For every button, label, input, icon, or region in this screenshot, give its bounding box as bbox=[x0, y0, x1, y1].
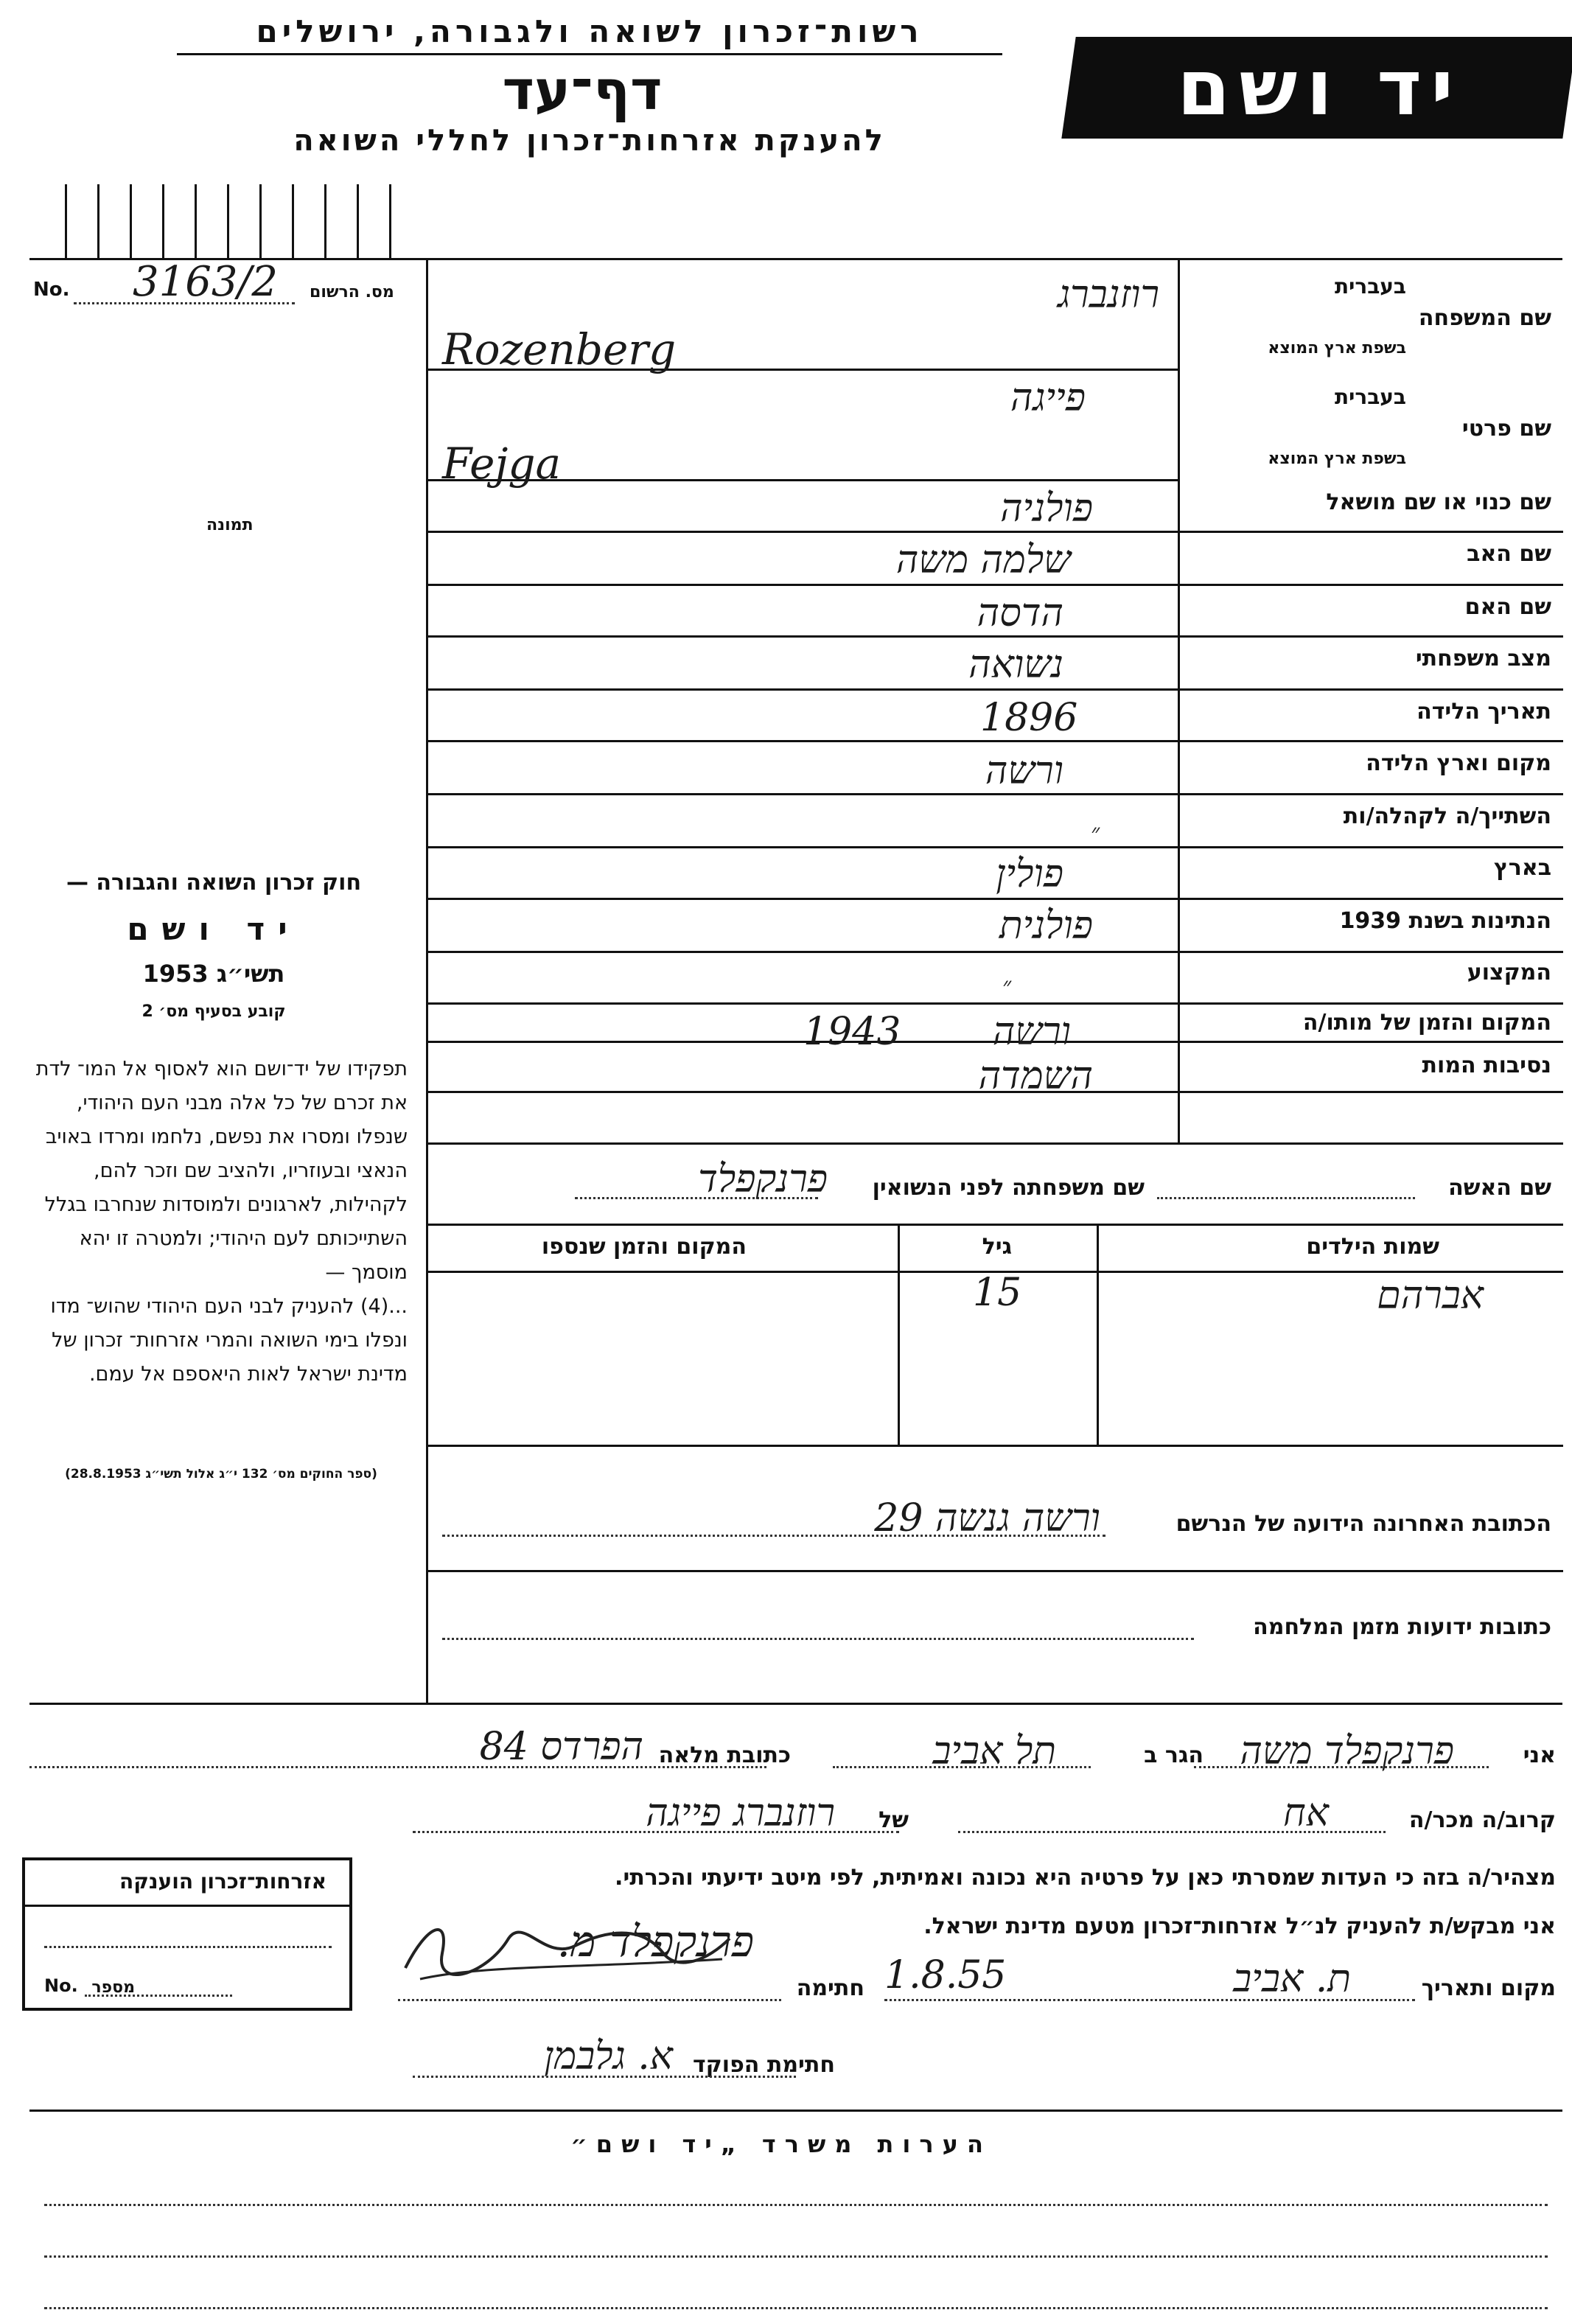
profession-label: המקצוע bbox=[1467, 960, 1551, 985]
award-no-label: No. bbox=[44, 1975, 78, 1996]
death-place-value: ורשה bbox=[992, 1010, 1071, 1054]
last-address-label: הכתובת האחרונה הידועה של הנרשם bbox=[1175, 1511, 1551, 1537]
father-value: שלמה משה bbox=[895, 538, 1071, 582]
award-number-label: מספר bbox=[91, 1978, 135, 1997]
children-age-header: גיל bbox=[982, 1234, 1012, 1260]
community-label: השתייך/ה לקהלה/ות bbox=[1343, 803, 1551, 829]
maiden-label: שם משפחתה לפני הנשואין bbox=[872, 1175, 1145, 1201]
declaration-text: מצהיר/ה בזה כי העדות שמסרתי כאן על פרטיה היא נכונה ואמיתית, לפי מיטב ידיעתי והכרתי. bbox=[615, 1865, 1556, 1891]
firstname-hebrew-label: בעברית bbox=[1334, 385, 1406, 409]
place-date-label: מקום ותאריך bbox=[1421, 1975, 1556, 2001]
relation-value: אח bbox=[1283, 1791, 1329, 1835]
child-name: אברהם bbox=[1377, 1274, 1484, 1318]
yad-vashem-logo bbox=[1061, 37, 1572, 139]
signature-label: חתימה bbox=[796, 1975, 864, 2001]
law-text-2: ...(4) להעניק לבני העם היהודי שהוש־ מדו ונפלו בימי השואה והמרי אזרחות־ זכרון של מדינת ישראל לאות היאספם אל עמם. bbox=[50, 1295, 408, 1386]
country-value: פולין bbox=[996, 852, 1063, 896]
frame-label-col bbox=[1178, 258, 1180, 1142]
birthplace-value: ורשה bbox=[985, 749, 1063, 793]
surname-origin-label: בשפת ארץ המוצא bbox=[1268, 339, 1406, 357]
place-value: ת. אביב bbox=[1233, 1957, 1351, 2001]
registration-no-label: No. bbox=[33, 279, 70, 301]
law-clause: קובע בסעיף מס׳ 2 bbox=[142, 1002, 286, 1021]
law-year: תשי״ג 1953 bbox=[142, 960, 285, 988]
date-value: 1.8.55 bbox=[884, 1953, 1007, 1997]
law-text-1: תפקידו של יד־ושם הוא לאסוף אל המו־ לדת את זכרם של כל אלה מבני העם היהודי, שנפלו ומסרו את נפשם, נלחמו ומרדו באויב הנאצי ובעוזריו, ולהציב שם וזכר להם, לקהילות, לארגונים ולמוסדות שנחרבו בגלל השתייכותם לעם היהודי; ולמטרה זו יהא מוסמך — bbox=[35, 1058, 408, 1284]
law-org-name: יד ושם bbox=[127, 911, 301, 947]
firstname-label: שם פרטי bbox=[1461, 416, 1551, 442]
circumstances-value: השמדה bbox=[978, 1054, 1093, 1098]
wartime-address-label: כתובות ידועות מזמן המלחמה bbox=[1253, 1614, 1551, 1640]
circumstances-label: נסיבות המות bbox=[1422, 1053, 1551, 1078]
community-value: ״ bbox=[1091, 818, 1100, 846]
father-label: שם האב bbox=[1467, 541, 1551, 567]
declarant-i-label: אני bbox=[1523, 1742, 1556, 1768]
birthdate-label: תאריך הלידה bbox=[1416, 699, 1551, 725]
marital-value: נשואה bbox=[968, 643, 1063, 687]
form-title: דף־עד bbox=[502, 59, 663, 122]
death-year-value: 1943 bbox=[803, 1010, 901, 1054]
maiden-value: פרנקפלד bbox=[698, 1157, 828, 1201]
firstname-hebrew-value: פייגה bbox=[1010, 376, 1086, 420]
country-label: בארץ bbox=[1493, 855, 1551, 881]
last-address-value: ורשה גנשה 29 bbox=[874, 1496, 1100, 1540]
photo-label: תמונה bbox=[206, 516, 254, 534]
form-subtitle: להענקת אזרחות־זכרון לחללי השואה bbox=[293, 124, 886, 158]
surname-latin-value: Rozenberg bbox=[442, 324, 677, 374]
signature-value: פרנקפלד מ. bbox=[556, 1916, 754, 1967]
relative-label: קרוב/ה מכר/ה bbox=[1408, 1807, 1556, 1833]
nickname-label: שם כנוי או שם מושאל bbox=[1326, 489, 1551, 515]
profession-value: ״ bbox=[1002, 971, 1012, 999]
birthplace-label: מקום וארץ הלידה bbox=[1366, 750, 1551, 776]
wife-label: שם האשה bbox=[1448, 1175, 1551, 1201]
authority-line: רשות־זכרון לשואה ולגבורה, ירושלים bbox=[256, 13, 923, 49]
citizenship-label: הנתינות בשנת 1939 bbox=[1339, 908, 1551, 934]
award-title: אזרחות־זכרון הוענקה bbox=[119, 1869, 326, 1894]
mother-label: שם האם bbox=[1464, 594, 1551, 620]
nickname-value: פולניה bbox=[1000, 486, 1093, 531]
declarant-address-label: כתובת מלאה bbox=[658, 1742, 791, 1768]
registration-number: 3163/2 bbox=[133, 258, 279, 306]
children-place-header: המקום והזמן שנספו bbox=[541, 1234, 747, 1260]
registration-label: מס. הרשום bbox=[310, 283, 394, 301]
officer-signature: א. גלבמן bbox=[544, 2034, 673, 2079]
officer-label: חתימת הפוקד bbox=[693, 2052, 835, 2078]
frame-left-col bbox=[426, 258, 428, 1703]
declarant-city: תל אביב bbox=[932, 1729, 1056, 1773]
firstname-origin-label: בשפת ארץ המוצא bbox=[1268, 450, 1406, 468]
surname-hebrew-value: רוזנברג bbox=[1057, 273, 1159, 317]
children-names-header: שמות הילדים bbox=[1306, 1234, 1439, 1260]
surname-hebrew-label: בעברית bbox=[1334, 274, 1406, 299]
law-citation: (ספר החוקים מס׳ 132 י״ג אלול תשי״ג 28.8.1953) bbox=[65, 1467, 377, 1482]
birthdate-value: 1896 bbox=[980, 696, 1078, 740]
signature-scribble bbox=[398, 1909, 737, 1990]
of-name-value: רוזנברג פייגה bbox=[646, 1791, 835, 1835]
remarks-title: הערות משרד „יד ושם״ bbox=[570, 2130, 992, 2158]
firstname-latin-value: Fejga bbox=[442, 439, 562, 489]
request-text: אני מבקש/ת להעניק לנ״ל אזרחות־זכרון מטעם מדינת ישראל. bbox=[923, 1913, 1556, 1939]
logo-text: יד ושם bbox=[1176, 43, 1462, 133]
declarant-resides-label: הגר ב bbox=[1144, 1742, 1204, 1768]
death-label: המקום והזמן של מותו/ה bbox=[1302, 1010, 1551, 1036]
mother-value: הדסה bbox=[977, 591, 1063, 635]
authority-underline bbox=[177, 53, 1002, 55]
surname-label: שם המשפחה bbox=[1418, 305, 1551, 331]
marital-label: מצב משפחתי bbox=[1415, 646, 1551, 671]
child-age: 15 bbox=[973, 1271, 1022, 1315]
of-label: של bbox=[878, 1807, 909, 1833]
citizenship-value: פולנית bbox=[999, 904, 1093, 948]
law-title: חוק זכרון השואה והגבורה — bbox=[66, 870, 362, 896]
declarant-address: הפרדס 84 bbox=[479, 1725, 643, 1769]
declarant-name: פרנקפלד משה bbox=[1240, 1729, 1454, 1773]
